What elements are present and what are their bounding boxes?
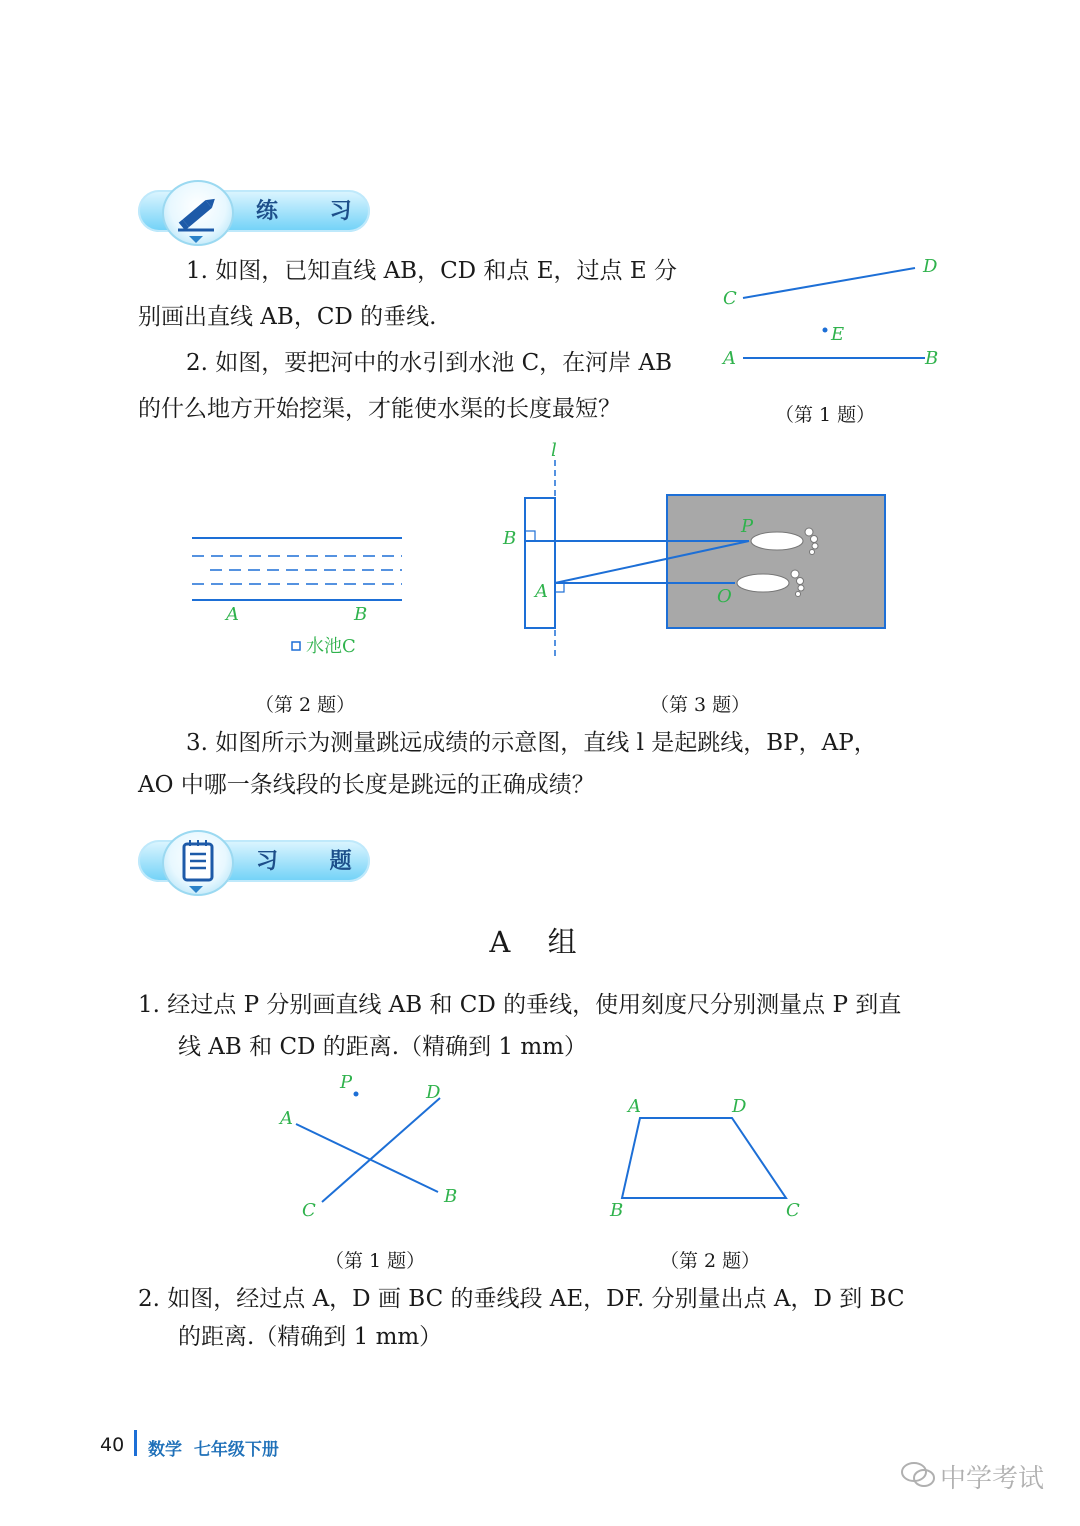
- practice-fig3: [495, 440, 895, 665]
- practice-q3-line1: 3. 如图所示为测量跳远成绩的示意图，直线 l 是起跳线，BP，AP，: [186, 730, 877, 756]
- label-a: A: [723, 348, 736, 369]
- label-b: B: [444, 1186, 458, 1207]
- point-p: [354, 1092, 359, 1097]
- label-a: A: [280, 1108, 293, 1129]
- practice-q2-line2: 的什么地方开始挖渠，才能使水渠的长度最短？: [138, 396, 621, 422]
- pool-marker: [292, 642, 300, 650]
- practice-q1-line2: 别画出直线 AB，CD 的垂线.: [138, 304, 437, 330]
- label-b: B: [503, 528, 517, 549]
- takeoff-board: [525, 498, 555, 628]
- sand-pit: [667, 495, 885, 628]
- footer-divider: [134, 1430, 137, 1456]
- exercise-q2-line1: 2. 如图，经过点 A，D 画 BC 的垂线段 AE，DF. 分别量出点 A，D 到 BC: [138, 1286, 905, 1312]
- label-o: O: [717, 586, 732, 607]
- practice-fig1: [715, 250, 955, 380]
- banner-label: 习 题: [256, 849, 374, 874]
- practice-fig2: [180, 520, 420, 670]
- group-title: A 组: [489, 925, 591, 959]
- line-ab: [296, 1124, 438, 1192]
- exercise-fig1: [270, 1068, 470, 1228]
- practice-banner: [138, 180, 378, 246]
- exercises-banner: [138, 830, 378, 896]
- page-number: 40: [100, 1434, 125, 1456]
- practice-fig3-caption: （第 3 题）: [650, 694, 751, 716]
- label-d: D: [923, 256, 938, 277]
- line-cd: [322, 1098, 440, 1202]
- label-c: C: [723, 288, 737, 309]
- label-c: C: [786, 1200, 800, 1221]
- label-b: B: [925, 348, 939, 369]
- exercise-q2-line2: 的距离.（精确到 1 mm）: [178, 1324, 443, 1350]
- line-cd: [743, 268, 915, 298]
- banner-pointer: [189, 236, 203, 243]
- exercise-fig1-caption: （第 1 题）: [325, 1250, 426, 1272]
- label-b: B: [610, 1200, 624, 1221]
- label-a: A: [226, 604, 239, 625]
- right-angle-a: [555, 583, 564, 592]
- label-l: l: [551, 440, 557, 461]
- banner-label: 练 习: [256, 199, 374, 224]
- trapezoid-abcd: [622, 1118, 786, 1198]
- watermark-text: 中学考试: [940, 1464, 1045, 1494]
- label-b: B: [354, 604, 368, 625]
- practice-q2-line1: 2. 如图，要把河中的水引到水池 C，在河岸 AB: [186, 350, 672, 376]
- practice-q1-line1: 1. 如图，已知直线 AB，CD 和点 E，过点 E 分: [186, 258, 677, 284]
- notepad-icon: [164, 832, 232, 894]
- label-e: E: [831, 324, 845, 345]
- wechat-icon: [900, 1460, 936, 1490]
- pool-label: 水池C: [306, 636, 356, 657]
- label-p: P: [741, 516, 754, 537]
- banner-pointer: [189, 886, 203, 893]
- label-c: C: [302, 1200, 316, 1221]
- label-d: D: [426, 1082, 441, 1103]
- practice-fig2-caption: （第 2 题）: [255, 694, 356, 716]
- label-a: A: [628, 1096, 641, 1117]
- label-p: P: [340, 1072, 353, 1093]
- label-a: A: [535, 581, 548, 602]
- practice-fig1-caption: （第 1 题）: [775, 404, 876, 426]
- exercise-fig2-caption: （第 2 题）: [660, 1250, 761, 1272]
- practice-q3-line2: AO 中哪一条线段的长度是跳远的正确成绩？: [138, 772, 595, 798]
- pencil-icon: [164, 182, 232, 244]
- label-d: D: [732, 1096, 747, 1117]
- exercise-fig2: [600, 1090, 820, 1230]
- point-e: [823, 328, 828, 333]
- exercise-q1-line2: 线 AB 和 CD 的距离.（精确到 1 mm）: [178, 1034, 587, 1060]
- book-title: 数学 七年级下册: [148, 1440, 279, 1460]
- exercise-q1-line1: 1. 经过点 P 分别画直线 AB 和 CD 的垂线，使用刻度尺分别测量点 P 到直: [138, 992, 902, 1018]
